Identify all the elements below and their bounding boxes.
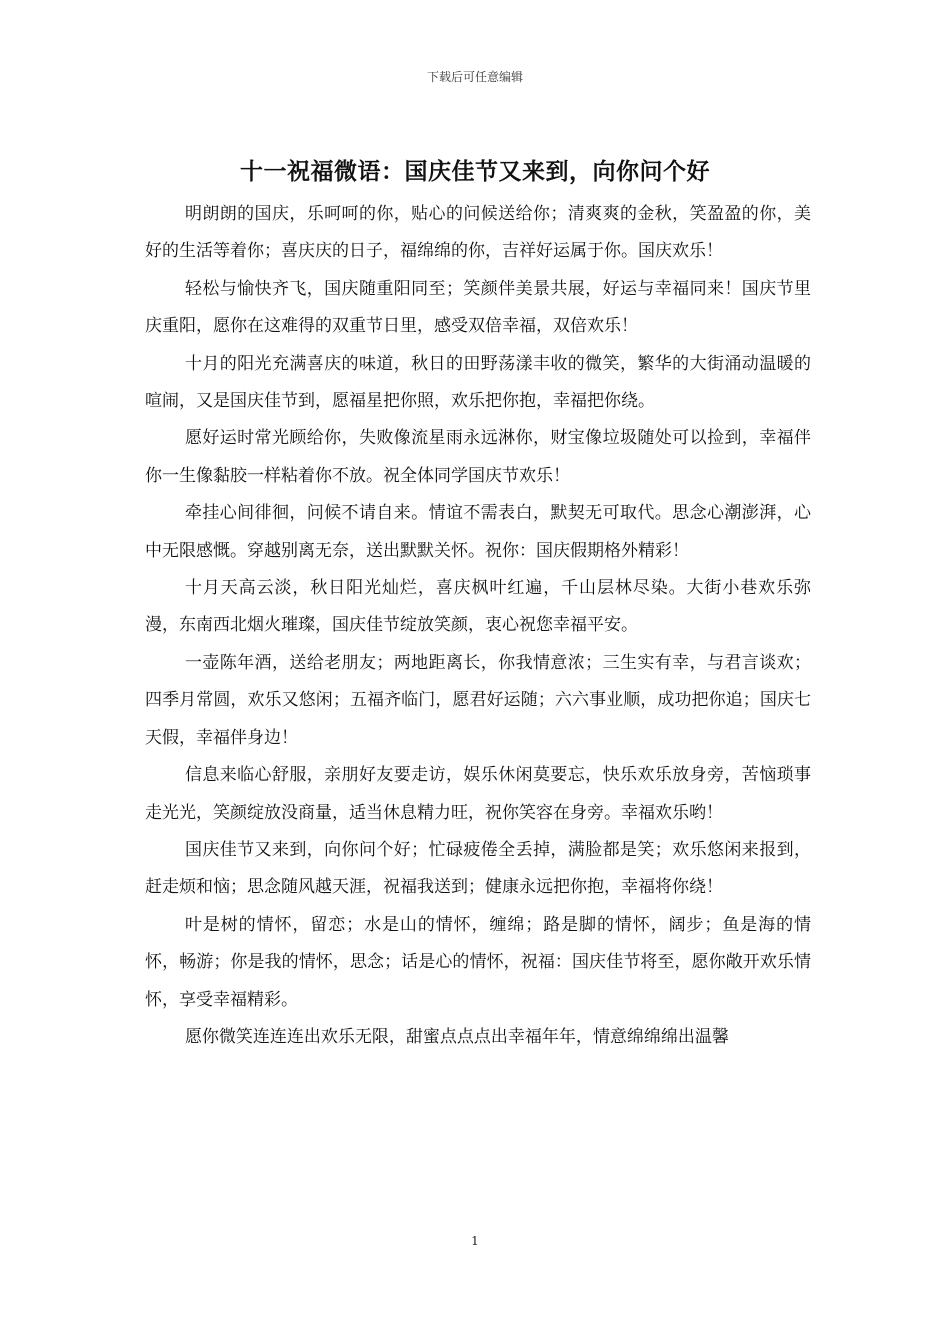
- page-header-note: 下载后可任意编辑: [426, 70, 523, 84]
- paragraph: 叶是树的情怀，留恋；水是山的情怀，缠绵；路是脚的情怀，阔步；鱼是海的情怀，畅游；你是我的情怀，思念；话是心的情怀，祝福：国庆佳节将至，愿你敞开欢乐情怀，享受幸福精彩。: [145, 914, 811, 1010]
- paragraph: 牵挂心间徘徊，问候不请自来。情谊不需表白，默契无可取代。思念心潮澎湃，心中无限感慨。穿越别离无奈，送出默默关怀。祝你：国庆假期格外精彩！: [145, 503, 811, 561]
- document-body: [145, 196, 811, 1056]
- paragraph: 轻松与愉快齐飞，国庆随重阳同至；笑颜伴美景共展，好运与幸福同来！国庆节里庆重阳，愿你在这难得的双重节日里，感受双倍幸福，双倍欢乐！: [145, 278, 811, 337]
- paragraph: 国庆佳节又来到，向你问个好；忙碌疲倦全丢掉，满脸都是笑；欢乐悠闲来报到，赶走烦和恼；思念随风越天涯，祝福我送到；健康永远把你抱，幸福将你绕！: [145, 839, 811, 898]
- document-title: 十一祝福微语：国庆佳节又来到，向你问个好: [240, 158, 710, 185]
- page-number: 1: [471, 1234, 479, 1248]
- paragraph: 十月天高云淡，秋日阳光灿烂，喜庆枫叶红遍，千山层林尽染。大街小巷欢乐弥漫，东南西北烟火璀璨，国庆佳节绽放笑颜，衷心祝您幸福平安。: [145, 578, 811, 636]
- paragraph: 明朗朗的国庆，乐呵呵的你，贴心的问候送给你；清爽爽的金秋，笑盈盈的你，美好的生活等着你；喜庆庆的日子，福绵绵的你，吉祥好运属于你。国庆欢乐！: [145, 204, 811, 262]
- paragraph: 一壶陈年酒，送给老朋友；两地距离长，你我情意浓；三生实有幸，与君言谈欢；四季月常圆，欢乐又悠闲；五福齐临门，愿君好运随；六六事业顺，成功把你追；国庆七天假，幸福伴身边！: [145, 652, 811, 748]
- paragraph: 信息来临心舒服，亲朋好友要走访，娱乐休闲莫要忘，快乐欢乐放身旁，苦恼琐事走光光，笑颜绽放没商量，适当休息精力旺，祝你笑容在身旁。幸福欢乐哟！: [145, 765, 811, 823]
- paragraph: 愿你微笑连连连出欢乐无限，甜蜜点点点出幸福年年，情意绵绵绵出温馨: [184, 1026, 729, 1047]
- paragraph: 愿好运时常光顾给你，失败像流星雨永远淋你，财宝像垃圾随处可以捡到，幸福伴你一生像黏胶一样粘着你不放。祝全体同学国庆节欢乐！: [145, 428, 811, 486]
- paragraph: 十月的阳光充满喜庆的味道，秋日的田野荡漾丰收的微笑，繁华的大街涌动温暖的喧闹，又是国庆佳节到，愿福星把你照，欢乐把你抱，幸福把你绕。: [145, 353, 811, 412]
